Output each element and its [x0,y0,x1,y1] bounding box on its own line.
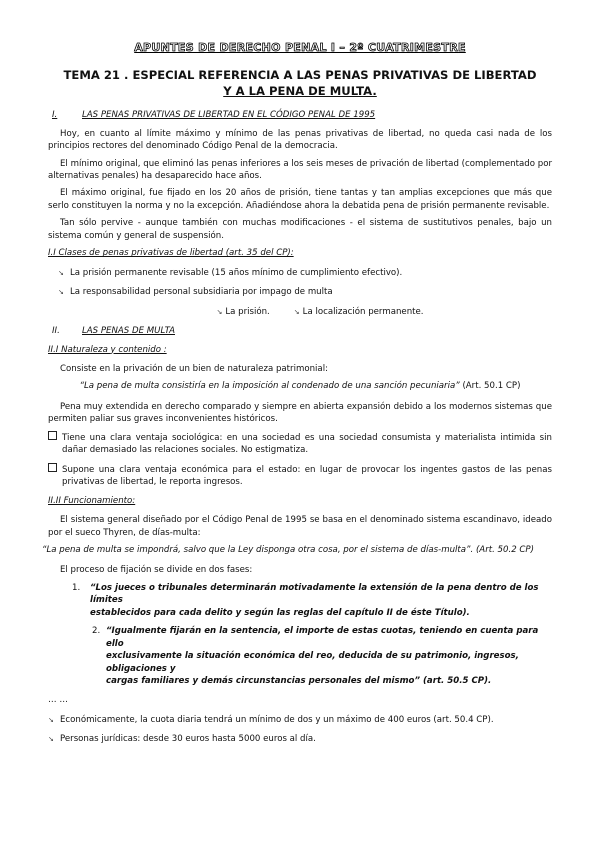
checklist-item [48,431,552,457]
section-2-title: LAS PENAS DE MULTA [82,326,175,337]
checklist-item [48,463,552,489]
list-item [58,286,552,298]
item-text: exclusivamente la situación económica del reo, deducida de su patrimonio, ingresos, obligaciones y [106,651,519,674]
ellipsis: … … [48,694,68,705]
item-text: “Igualmente fijarán en la sentencia, el importe de estas cuotas, teniendo en cuenta para ello [106,626,539,649]
quote-art-50-1 [48,380,552,392]
section-2-heading [48,325,552,337]
paragraph: Consiste en la privación de un bien de naturaleza patrimonial: [60,364,328,375]
list-item-text: La localización permanente. [302,306,424,317]
bullet-arrow-icon: ↘ [48,735,54,744]
quote-art-50-2: “La pena de multa se impondrá, salvo que la Ley disponga otra cosa, por el sistema de días-multa”. (Art. 50.2 CP) [42,545,534,555]
bullet-arrow-icon: ↘ [293,307,300,316]
section-1-title: LAS PENAS PRIVATIVAS DE LIBERTAD EN EL CÓDIGO PENAL DE 1995 [82,110,376,121]
bullet-arrow-icon: ↘ [58,268,64,277]
topic-line-1: TEMA 21 . ESPECIAL REFERENCIA A LAS PENAS PRIVATIVAS DE LIBERTAD [63,67,537,82]
item-text: “Los jueces o tribunales determinarán motivadamente la extensión de la pena dentro de los límites [90,582,539,606]
quote-text: “La pena de multa consistiría en la imposición al condenado de una sanción pecuniaria” [79,381,460,392]
ordered-item-2 [48,625,552,687]
bullet-arrow-icon: ↘ [58,288,64,297]
list-item-text: Personas jurídicas: desde 30 euros hasta 5000 euros al día. [60,734,316,745]
list-item [48,714,552,726]
list-item-text: La prisión permanente revisable (15 años mínimo de cumplimiento efectivo). [70,267,403,278]
list-item [58,267,552,279]
paragraph: Tan sólo pervive - aunque también con muchas modificaciones - el sistema de sustitutivos penales, bajo un sistema común y general de suspensión. [48,218,552,241]
paragraph: Pena muy extendida en derecho comparado y siempre en abierta expansión debido a los modernos sistemas que permiten paliar sus graves inconvenientes históricos. [48,401,552,425]
checklist-text: Supone una clara ventaja económica para el estado: en lugar de provocar los ingentes gastos de las penas privativas de libertad, le reporta ingresos. [62,464,552,488]
paragraph: El mínimo original, que eliminó las penas inferiores a los seis meses de privación de libertad (complementado por alternativas penales) ha desaparecido hace años. [48,158,552,182]
paragraph: El máximo original, fue fijado en los 20 años de prisión, tiene tantas y tan amplias excepciones que más que serlo constituyen la norma y no la excepción. Añadiéndose ahora la debatida pena de prisión permanente revisable. [48,188,552,211]
section-1-number: I. [52,110,58,121]
list-item [48,733,552,745]
checklist-text: Tiene una clara ventaja sociológica: en una sociedad es una sociedad consumista y materialista intimida sin dañar demasiado las relaciones sociales. No estigmatiza. [62,432,552,456]
section-1-heading [48,109,552,121]
topic-line-2: Y A LA PENA DE MULTA. [223,83,377,98]
bullet-arrow-icon: ↘ [48,715,54,724]
paragraph: El proceso de fijación se divide en dos fases: [60,565,253,576]
document-title: APUNTES DE DERECHO PENAL I – 2º CUATRIMESTRE [134,41,466,54]
bullet-arrow-icon: ↘ [216,307,223,316]
paragraph: Hoy, en cuanto al límite máximo y mínimo de las penas privativas de libertad, no queda casi nada de los principios rectores del denominado Código Penal de la democracia. [48,128,552,152]
list-item-text: Económicamente, la cuota diaria tendrá un mínimo de dos y un máximo de 400 euros (art. 50.4 CP). [60,714,494,725]
checkbox-icon [48,431,57,440]
subsection-2-1-title: II.I Naturaleza y contenido : [48,344,167,355]
list-item-text: La prisión. [225,306,270,317]
item-text: establecidos para cada delito y según las reglas del capítulo II de éste Título). [90,607,470,618]
paragraph: El sistema general diseñado por el Código Penal de 1995 se basa en el denominado sistema escandinavo, ideado por el sueco Thyren, de días-multa: [48,515,552,538]
ordered-item-1 [48,582,552,619]
checkbox-icon [48,463,57,472]
section-2-number: II. [52,326,60,337]
inline-bullet-list [48,306,552,318]
subsection-2-2-title: II.II Funcionamiento: [48,495,136,506]
list-item [216,306,269,318]
item-number: 1. [72,582,81,593]
item-text: cargas familiares y demás circunstancias personales del mismo” (art. 50.5 CP). [106,676,492,687]
item-number: 2. [92,626,101,637]
topic-heading [48,68,552,99]
quote-reference: (Art. 50.1 CP) [462,381,521,392]
list-item-text: La responsabilidad personal subsidiaria por impago de multa [70,287,333,298]
subsection-1-1-title: I.I Clases de penas privativas de libertad (art. 35 del CP): [48,248,294,259]
list-item [294,306,424,318]
